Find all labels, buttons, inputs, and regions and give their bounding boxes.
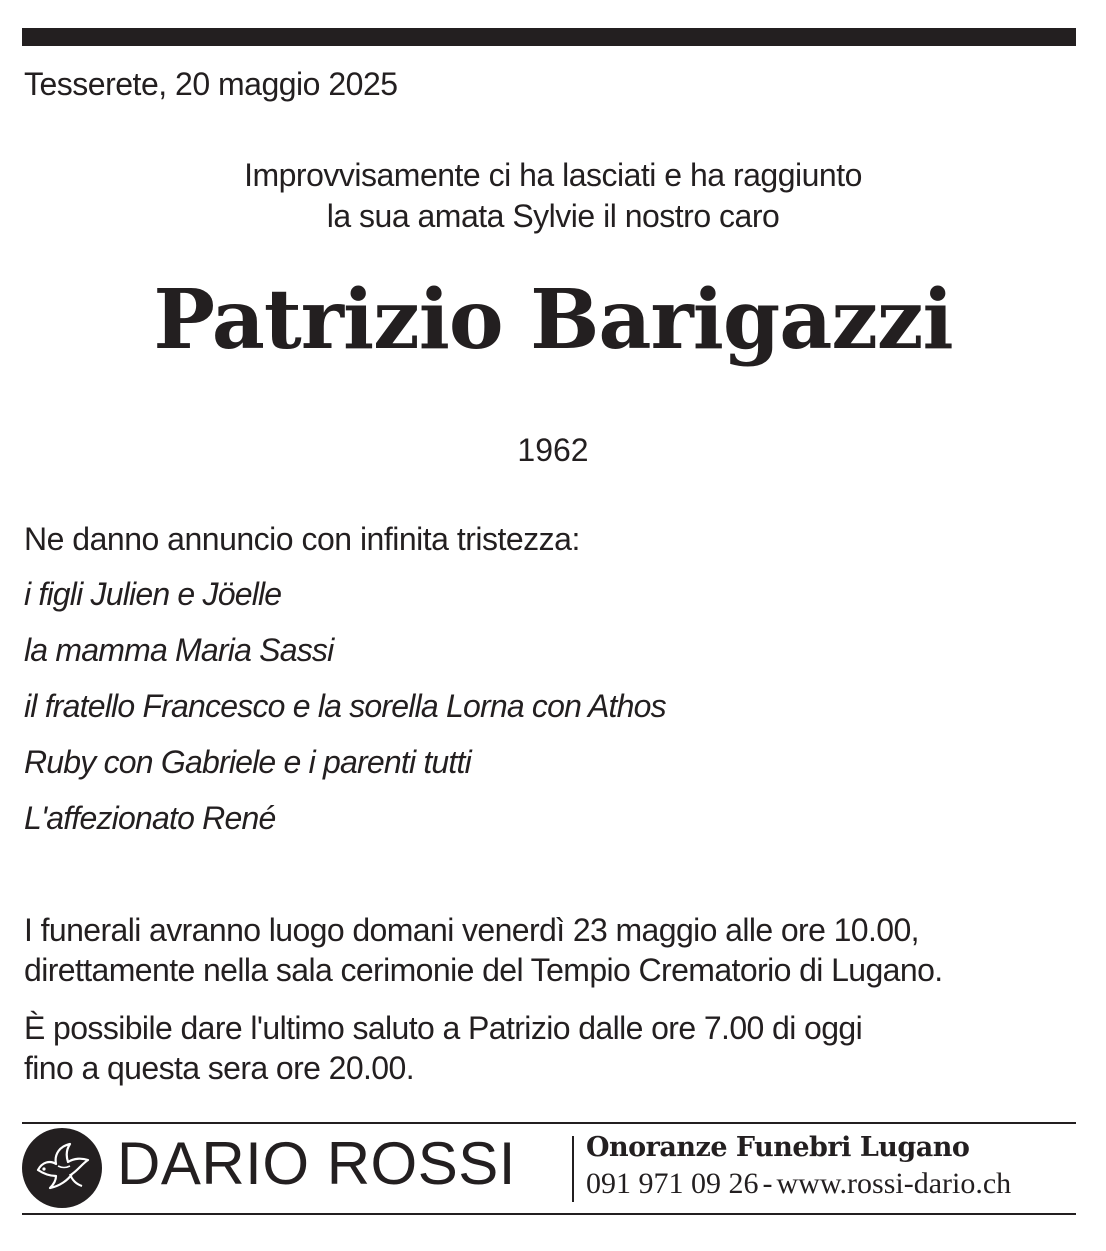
announcement-heading: Ne danno annuncio con infinita tristezza: (24, 521, 580, 557)
dove-icon (22, 1128, 102, 1208)
viewing-line-1: È possibile dare l'ultimo saluto a Patrizio dalle ore 7.00 di oggi (24, 1010, 863, 1046)
intro-line-2: la sua amata Sylvie il nostro caro (326, 198, 780, 234)
funeral-line-1: I funerali avranno luogo domani venerdì 23 maggio alle ore 10.00, (24, 912, 919, 948)
funeral-info (24, 910, 1084, 990)
footer-bottom-rule (22, 1213, 1076, 1215)
brand-name: DARIO ROSSI (117, 1130, 516, 1197)
website-link[interactable]: www.rossi-dario.ch (776, 1167, 1012, 1200)
top-border-bar (22, 28, 1076, 46)
mourner-item: i figli Julien e Jöelle (24, 576, 282, 612)
brand-subtitle: Onoranze Funebri Lugano (586, 1132, 970, 1163)
mourner-item: la mamma Maria Sassi (24, 632, 334, 668)
birth-year: 1962 (517, 432, 589, 468)
place-date: Tesserete, 20 maggio 2025 (24, 66, 398, 102)
mourner-item: L'affezionato René (24, 800, 276, 836)
mourner-item: il fratello Francesco e la sorella Lorna con Athos (24, 688, 666, 724)
viewing-line-2: fino a questa sera ore 20.00. (24, 1050, 414, 1086)
viewing-info (24, 1008, 1084, 1088)
funeral-line-2: direttamente nella sala cerimonie del Tempio Crematorio di Lugano. (24, 952, 943, 988)
phone-number: 091 971 09 26 (586, 1167, 759, 1200)
mourners-list (24, 574, 666, 854)
footer-divider (572, 1136, 574, 1202)
intro-line-1: Improvvisamente ci ha lasciati e ha raggiunto (244, 157, 862, 193)
intro-text (0, 155, 1106, 237)
dove-icon-graphic (32, 1140, 92, 1196)
contact-line (586, 1167, 1011, 1201)
footer-top-rule (22, 1122, 1076, 1124)
mourner-item: Ruby con Gabriele e i parenti tutti (24, 744, 471, 780)
contact-separator: - (762, 1167, 773, 1200)
deceased-name: Patrizio Barigazzi (153, 272, 953, 368)
